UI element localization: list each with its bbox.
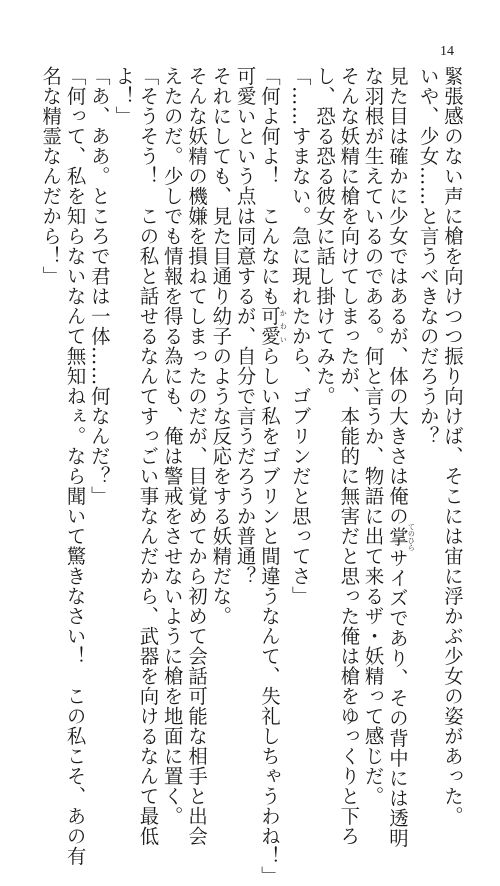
- text-line: 緊張感のない声に槍を向けつつ振り向けば、そこには宙に浮かぶ少女の姿があった。: [441, 66, 464, 826]
- text-line-tail: サイズであり、その背中には透明: [385, 548, 409, 848]
- ruby-base: 掌: [385, 523, 409, 551]
- text-line-head: 「何よ何よ！ こんなにも: [257, 66, 281, 306]
- text-line: 「あ、ああ。ところで君は一体……何なんだ？」: [87, 66, 111, 506]
- text-line: 「そうそう！ この私と話せるなんてすっごい事なんだから、武器を向けるなんて最低: [136, 66, 160, 846]
- text-line: し、恐る恐る彼女に話し掛けてみた。: [313, 66, 337, 406]
- text-line: それにしても、見た目通り幼子のような反応をする妖精だな。: [209, 66, 233, 626]
- text-line-head: 見た目は確かに少女ではあるが、体の大きさは俺の: [385, 66, 409, 526]
- text-line: [385, 66, 416, 848]
- text-line: えたのだ。少しでも情報を得る為にも、俺は警戒をさせないように槍を地面に置く。: [160, 66, 184, 826]
- ruby-palm: [385, 523, 416, 551]
- ruby-cute: [257, 306, 288, 346]
- text-line: な羽根が生えているのである。何と言うか、物語に出て来るザ・妖精って感じだ。: [361, 66, 385, 806]
- text-line: 「……すまない。急に現れたから、ゴブリンだと思ってさ」: [288, 66, 312, 606]
- ruby-reading: かわい: [279, 306, 288, 346]
- text-line: [257, 66, 288, 886]
- text-line: 可愛いという点は同意するが、自分で言うだろうか普通？: [233, 66, 257, 586]
- text-line-tail: らしい私をゴブリンと間違うなんて、失礼しちゃうわね！」: [257, 346, 281, 886]
- page-number: 14: [440, 44, 454, 59]
- body-text: [24, 66, 464, 886]
- text-line: そんな妖精の機嫌を損ねてしまったのだが、目覚めてから初めて会話可能な相手と出会: [185, 66, 209, 846]
- text-line: 「何って、私を知らないなんて無知ねぇ。なら聞いて驚きなさい！ この私こそ、あの有: [63, 66, 87, 866]
- ruby-reading: てのひら: [407, 523, 416, 551]
- text-line: そんな妖精に槍を向けてしまったが、本能的に無害だと思った俺は槍をゆっくりと下ろ: [337, 66, 361, 846]
- text-line: よ！」: [112, 66, 136, 126]
- text-line: いや、少女……と言うべきなのだろうか？: [416, 66, 440, 446]
- text-line: 名な精霊なんだから！」: [39, 66, 63, 286]
- ruby-base: 可愛: [257, 306, 281, 346]
